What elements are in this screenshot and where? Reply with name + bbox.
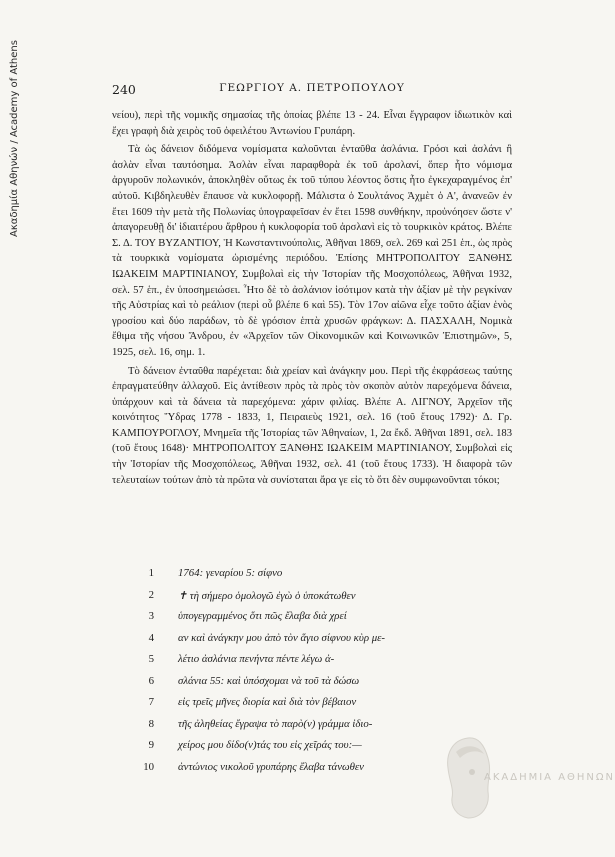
- letter-line: [140, 632, 510, 654]
- letter-line: [140, 610, 510, 632]
- letter-line: [140, 675, 510, 697]
- line-number: 6: [148, 674, 154, 687]
- line-text: 1764: γεναρίου 5: σίφνο: [178, 567, 283, 579]
- line-number: 2: [148, 588, 154, 601]
- watermark-text: ΑΚΑΔΗΜΙΑ ΑΘΗΝΩΝ: [484, 772, 615, 783]
- line-text: ὑπογεγραμμένος ὅτι πῶς ἔλαβα διὰ χρεί: [178, 610, 347, 622]
- line-number: 10: [143, 760, 154, 773]
- line-text: εἰς τρεῖς μῆνες διορία καὶ διὰ τὸν βέβαιον: [178, 696, 357, 708]
- line-number: 9: [148, 739, 154, 751]
- line-number: 3: [148, 610, 154, 622]
- paragraph-3: Τὸ δάνειον ἐνταῦθα παρέχεται: διὰ χρείαν καὶ ἀνάγκην μου. Περὶ τῆς ἐκφράσεως ταύτης ἐπραγματεύθην ἀλλαχοῦ. Εἰς ἀντίθεσιν πρὸς τὰ πρὸς τὸν σκοπὸν αὐτὸν παρεχόμενα δάνεια, ὑπάρχουν καὶ τὰ δάνεια τὰ παρεχόμενα: χάριν φιλίας. Βλέπε Α. ΛΙΓΝΟΥ, Ἀρχεῖον τῆς κοινότητος Ὕδρας 1778 - 1833, 1, Πειραιεὺς 1921, σελ. 16 (τοῦ ἔτους 1792)· Δ. Γρ. ΚΑΜΠΟΥΡΟΓΛΟΥ, Μνημεῖα τῆς Ἱστορίας τῶν Ἀθηναίων, 1, 2α ἔκδ. Ἀθῆναι 1891, σελ. 183 (τοῦ ἔτους 1648)· ΜΗΤΡΟΠΟΛΙΤΟΥ ΞΑΝΘΗΣ ΙΩΑΚΕΙΜ ΜΑΡΤΙΝΙΑΝΟΥ, Συμβολαὶ εἰς τὴν Ἱστορίαν τῆς Μοσχοπόλεως, Ἀθῆναι 1932, σελ. 41 (τοῦ ἔτους 1733). Ἡ διαφορὰ τῶν τελευταίων τούτων ἀπὸ τὰ πρῶτα νὰ συνίσταται ἄρα γε εἰς τὸ ὅτι δὲν συμφωνοῦνται τόκοι;: [112, 365, 512, 486]
- page-header: [112, 82, 512, 98]
- line-text: αν καὶ ἀνάγκην μου ἀπὸ τὸν ἅγιο σίφνου κὺρ με-: [178, 631, 385, 644]
- letter-line: [140, 696, 510, 718]
- line-number: 7: [148, 696, 154, 708]
- body-text: [112, 108, 512, 488]
- letter-line: [140, 589, 510, 611]
- line-text: λέτιο ἀσλάνια πενήντα πέντε λέγω ἀ-: [178, 653, 335, 665]
- line-text: τῆς ἀληθείας ἔγραψα τὸ παρὸ(ν) γράμμα ἰδιο-: [178, 717, 373, 730]
- line-text: σλάνια 55: καὶ ὑπόσχομαι νὰ τοῦ τὰ δώσω: [178, 674, 360, 687]
- line-number: 4: [148, 631, 154, 644]
- line-number: 1: [148, 567, 154, 579]
- line-text: χείρος μου δίδο(ν)τάς του εἰς χεῖράς του:—: [178, 739, 362, 751]
- page-number: 240: [112, 82, 136, 97]
- running-title: ΓΕΩΡΓΙΟΥ Α. ΠΕΤΡΟΠΟΥΛΟΥ: [219, 82, 405, 94]
- academy-watermark: [432, 728, 615, 828]
- archive-side-label: Ακαδημία Αθηνών / Academy of Athens: [9, 40, 20, 237]
- letter-line: [140, 567, 510, 589]
- letter-line: [140, 653, 510, 675]
- paragraph-1: νείου), περὶ τῆς νομικῆς σημασίας τῆς ὁποίας βλέπε 13 - 24. Εἶναι ἔγγραφον ἰδιωτικὸν καὶ ἔχει γραφὴ διὰ χειρὸς τοῦ ὀφειλέτου Ἀντωνίου Γρυπάρη.: [112, 110, 512, 137]
- line-number: 8: [148, 717, 154, 730]
- line-text: ἀντώνιος νικολοῦ γρυπάρης ἔλαβα τάνωθεν: [178, 760, 364, 773]
- line-number: 5: [148, 653, 154, 665]
- paragraph-2: Τὰ ὡς δάνειον διδόμενα νομίσματα καλοῦνται ἐνταῦθα ἀσλάνια. Γρόσι καὶ ἀσλάνι ἢ ἀσλὰν εἶναι ταυτόσημα. Ἀσλὰν εἶναι παραφθορὰ ἐκ τοῦ ἀρσλανί, ὅπερ ἦτο νόμισμα ἀργυροῦν πολωνικόν, ἀποκληθὲν οὕτως ἐκ τοῦ τύπου λέοντος ὅστις ἦτο ἐγκεχαραγμένος ἐπ' αὐτοῦ. Κιβδηλευθὲν ἔπαυσε νὰ κυκλοφορῇ. Μάλιστα ὁ Σουλτάνος Ἀχμὲτ ὁ Α', ἀνανεῶν ἐν ἔτει 1609 τὴν μετὰ τῆς Πολωνίας ὑπογραφεῖσαν ἐν ἔτει 1598 συνθήκην, προὐνόησεν ὥστε ν' ἀπαγορευθῇ δι' ἰδιαιτέρου ἄρθρου ἡ κυκλοφορία τοῦ ἀρσλανὶ εἰς τὸ τουρκικὸν κράτος. Βλέπε Σ. Δ. ΤΟΥ ΒΥΖΑΝΤΙΟΥ, Ἡ Κωνσταντινούπολις, Ἀθῆναι 1869, σελ. 269 καὶ 251 ἑπ., ὡς πρὸς τὰ τουρκικὰ νομίσματα ὡρισμένης περιόδου. Ἐπίσης ΜΗΤΡΟΠΟΛΙΤΟΥ ΞΑΝΘΗΣ ΙΩΑΚΕΙΜ ΜΑΡΤΙΝΙΑΝΟΥ, Συμβολαὶ εἰς τὴν Ἱστορίαν τῆς Μοσχοπόλεως, Ἀθῆναι 1932, σελ. 57 ἑπ., ἐν ὑποσημειώσει. Ἦτο δὲ τὸ ἀσλάνιον ἰσότιμον κατὰ τὴν ἀξίαν μὲ τὴν ρεγκίναν τῆς Αὐστρίας καὶ τὸ ρεάλιον (περὶ οὗ βλέπε 6 καὶ 55). Τὸν 17ον αἰῶνα εἶχε τοῦτο ἀξίαν ἑνὸς γροσίου καὶ δύο παράδων, τὸ δὲ γρόσιον ἑπτὰ χρυσῶν φράγκων: Δ. ΠΑΣΧΑΛΗ, Νομικὰ ἔθιμα τῆς νήσου Ἄνδρου, ἐν «Ἀρχεῖον τῶν Οἰκονομικῶν καὶ Κοινωνικῶν Ἐπιστημῶν», 5, 1925, σελ. 16, σημ. 1.: [112, 144, 512, 358]
- line-text: ✝ τὴ σήμερο ὁμολογῶ ἐγὼ ὁ ὑποκάτωθεν: [178, 589, 356, 602]
